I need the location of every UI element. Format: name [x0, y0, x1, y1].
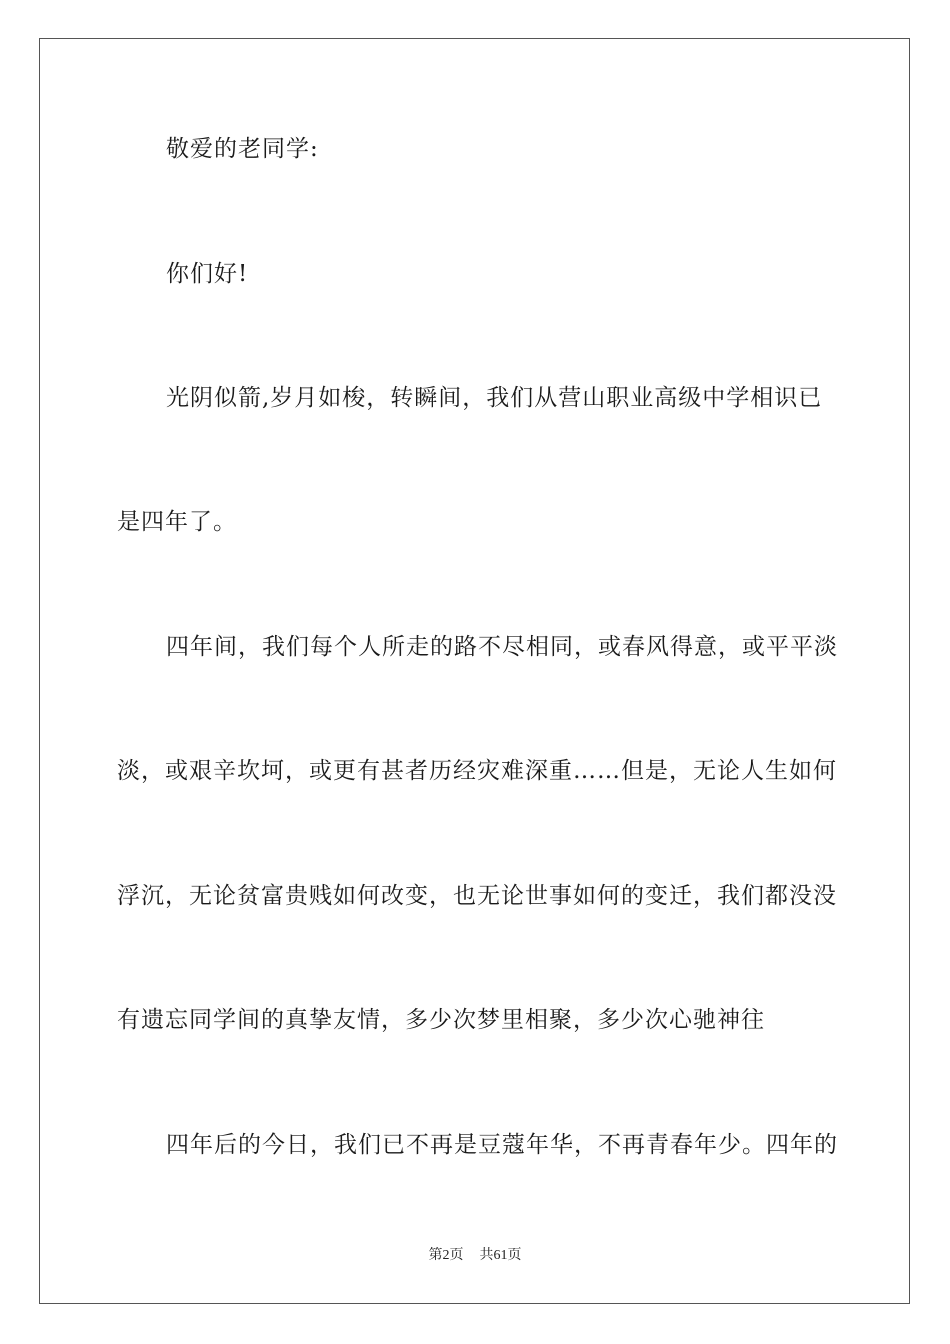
total-pages: 共61页: [479, 1248, 522, 1263]
paragraph-2-line-2: 淡，或艰辛坎坷，或更有甚者历经灾难深重……但是，无论人生如何: [117, 758, 837, 784]
greeting-line: 你们好!: [166, 261, 249, 287]
paragraph-2-line-3: 浮沉，无论贫富贵贱如何改变，也无论世事如何的变迁，我们都没没: [117, 883, 837, 909]
paragraph-2-line-4: 有遗忘同学间的真挚友情，多少次梦里相聚，多少次心驰神往: [117, 1007, 765, 1033]
paragraph-1-line-2: 是四年了。: [117, 509, 237, 535]
paragraph-3-line-1: 四年后的今日，我们已不再是豆蔻年华，不再青春年少。四年的: [166, 1132, 838, 1158]
page-number: 第2页: [428, 1248, 464, 1263]
paragraph-2-line-1: 四年间，我们每个人所走的路不尽相同，或春风得意，或平平淡: [166, 634, 838, 660]
page-footer: [0, 1247, 950, 1265]
page-border: [39, 38, 910, 1304]
salutation-line: 敬爱的老同学:: [166, 136, 319, 162]
paragraph-1-line-1: 光阴似箭,岁月如梭，转瞬间，我们从营山职业高级中学相识已: [166, 385, 823, 411]
